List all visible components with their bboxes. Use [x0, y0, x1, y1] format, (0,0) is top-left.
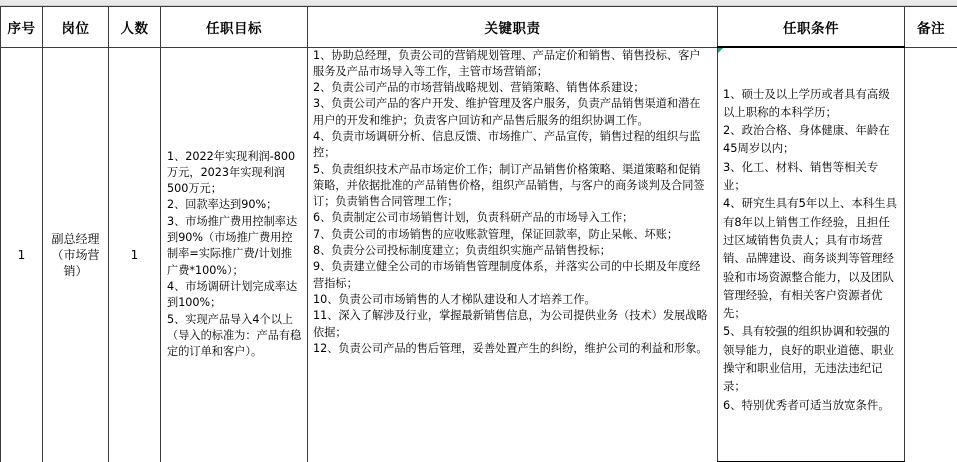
- header-position[interactable]: 岗位: [43, 7, 109, 48]
- cell-requirements-text: 1、硕士及以上学历或者具有高级以上职称的本科学历； 2、政治合格、身体健康、年龄在45周岁以内； 3、化工、材料、销售等相关专业； 4、研究生具有5年以上、本科生具有8年以上销售工作经验，且担任过区域销售负责人；具有市场营销、品牌建设、商务谈判等管理经验和市场资源整合能力，以及团队管理经验，有相关客户资源者优先； 5、具有较强的组织协调和较强的领导能力，良好的职业道德、职业操守和职业信用，无违法违纪记录； 6、特别优秀者可适当放宽条件。: [723, 86, 897, 412]
- header-requirements[interactable]: 任职条件: [718, 7, 905, 48]
- header-no[interactable]: 序号: [1, 7, 43, 48]
- header-goals[interactable]: 任职目标: [161, 7, 308, 48]
- header-row: [1, 7, 957, 48]
- cell-goals[interactable]: 1、2022年实现利润-800万元，2023年实现利润500万元； 2、回款率达到90%； 3、市场推广费用控制率达到90%（市场推广费用控制率=实际推广费/计划推广费*100%）； 4、市场调研计划完成率达到100%； 5、实现产品导入4个以上（导入的标准为：产品有稳定的订单和客户）。: [161, 47, 308, 462]
- cell-count[interactable]: 1: [109, 47, 161, 462]
- active-cell-marker: [718, 48, 723, 53]
- table-row: [1, 47, 957, 462]
- cell-requirements[interactable]: [718, 47, 905, 462]
- header-duties[interactable]: 关键职责: [308, 7, 718, 48]
- cell-duties[interactable]: 1、协助总经理，负责公司的营销规划管理、产品定价和销售、销售投标、客户服务及产品市场导入等工作，主管市场营销部； 2、负责公司产品的市场营销战略规划、营销策略、销售体系建设； 3、负责公司产品的客户开发、维护管理及客户服务，负责产品销售渠道和潜在用户的开发和维护；负责客户回访和产品售后服务的组织协调工作。 4、负责市场调研分析、信息反馈、市场推广、产品宣传，销售过程的组织与监控； 5、负责组织技术产品市场定价工作；制订产品销售价格策略、渠道策略和促销策略，并依据批准的产品销售价格，组织产品销售，与客户的商务谈判及合同签订；负责销售合同管理工作； 6、负责制定公司市场销售计划，负责科研产品的市场导入工作； 7、负责公司的市场销售的应收账款管理，保证回款率，防止呆帐、坏账； 8、负责分公司投标制度建立；负责组织实施产品销售投标； 9、负责建立健全公司的市场销售管理制度体系，并落实公司的中长期及年度经营指标； 10、负责公司市场销售的人才梯队建设和人才培养工作。 11、深入了解涉及行业，掌握最新销售信息，为公司提供业务（技术）发展战略依据； 12、负责公司产品的售后管理，妥善处置产生的纠纷，维护公司的利益和形象。: [308, 47, 718, 462]
- cell-position[interactable]: 副总经理（市场营销）: [43, 47, 109, 462]
- header-remarks[interactable]: 备注: [905, 7, 957, 48]
- cell-no[interactable]: 1: [1, 47, 43, 462]
- header-count[interactable]: 人数: [109, 7, 161, 48]
- job-requirements-table: [0, 6, 957, 462]
- cell-remarks[interactable]: [905, 47, 957, 462]
